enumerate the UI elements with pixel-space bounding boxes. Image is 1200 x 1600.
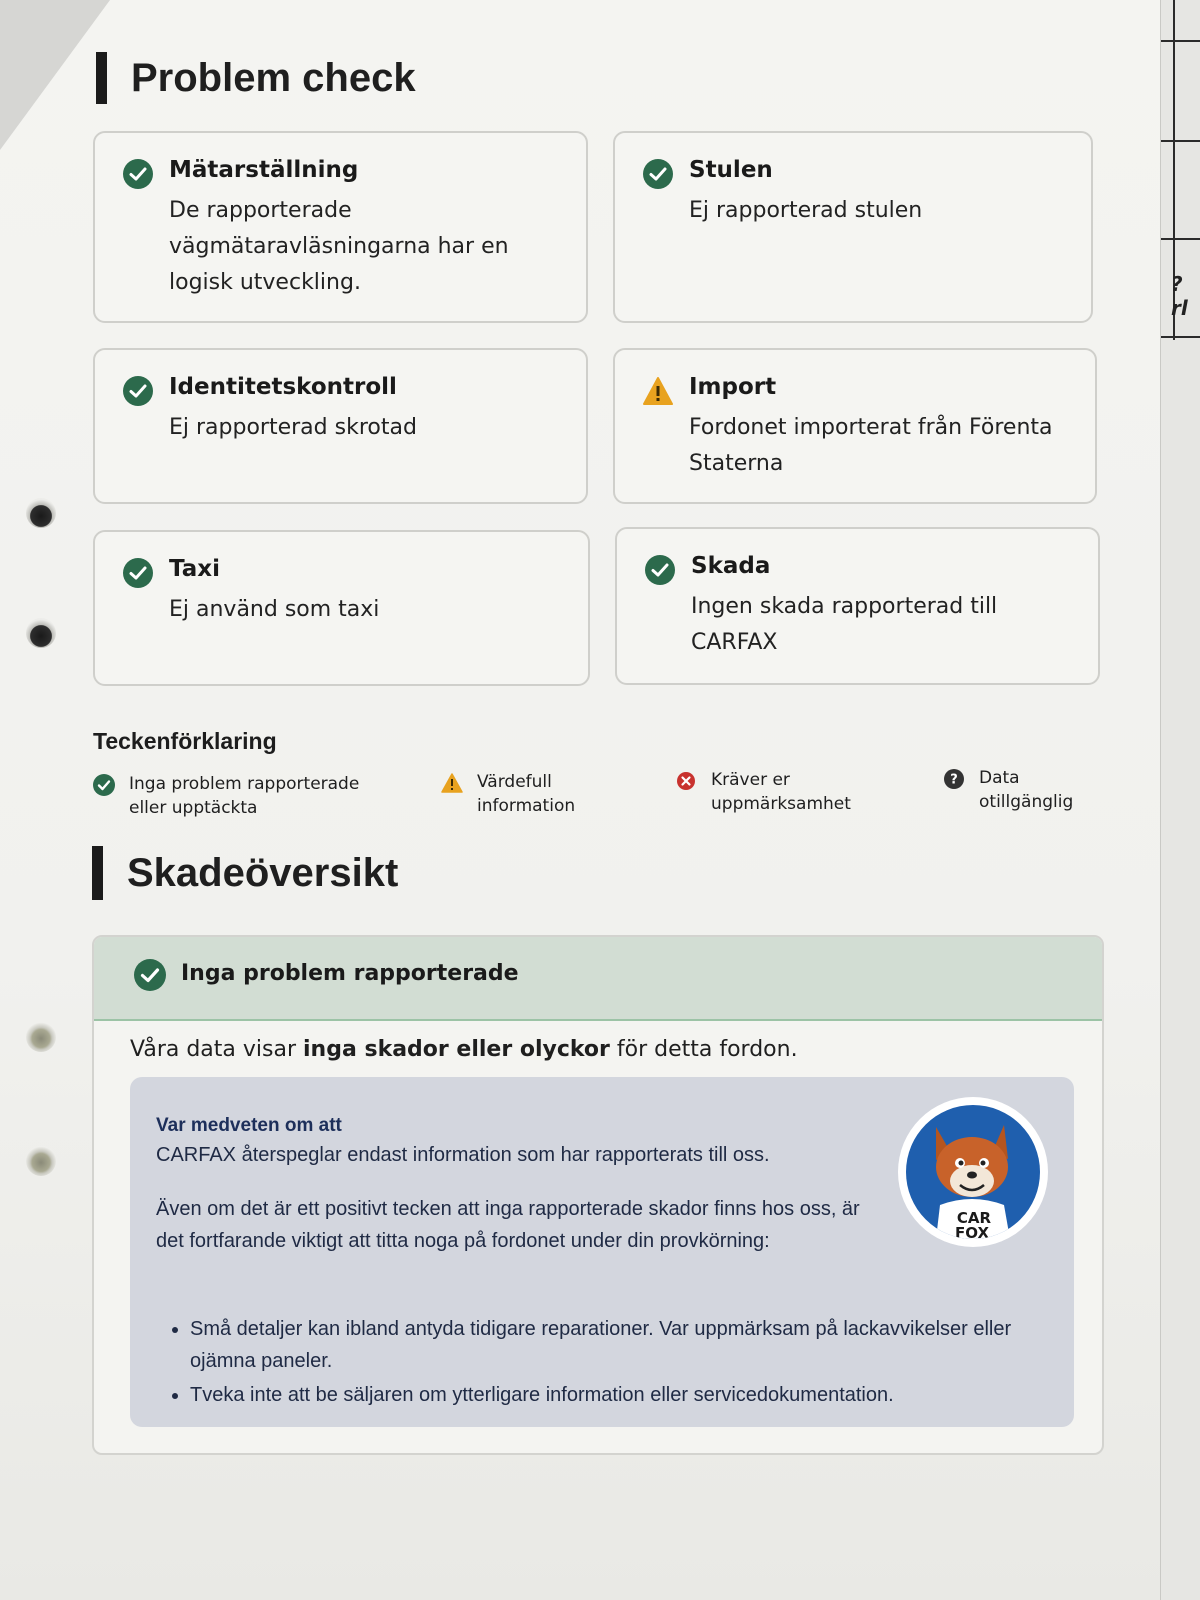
card-matarstallning [93,131,588,323]
legend-label: Värdefull information [477,772,576,816]
table-rule [1161,238,1200,240]
card-description: De rapporterade vägmätaravläsningarna har en logisk utveckling. [169,198,509,295]
legend-label: Kräver er uppmärksamhet [711,770,851,814]
legend-label: Data otillgänglig [979,768,1074,812]
summary-prefix: Våra data visar [130,1037,304,1062]
check-circle-icon [645,555,675,585]
warning-triangle-icon [441,772,463,794]
binder-hole [26,1022,56,1052]
table-rule [1161,336,1200,338]
card-title: Skada [691,553,771,579]
card-stulen [613,131,1093,323]
legend-label: Inga problem rapporterade eller upptäckta [129,774,360,818]
error-circle-icon [675,770,697,792]
damage-overview-title: Skadeöversikt [127,850,399,895]
table-rule [1161,40,1200,42]
binder-hole [26,498,56,528]
check-circle-icon [123,159,153,189]
question-circle-icon [943,768,965,790]
notice-bullet-list [190,1313,1054,1413]
card-title: Mätarställning [169,157,359,183]
damage-status-title: Inga problem rapporterade [181,961,519,986]
card-identitetskontroll [93,348,588,504]
check-circle-icon [134,959,166,991]
damage-overview-heading [92,846,398,900]
notice-line-1: CARFAX återspeglar endast information som har rapporterats till oss. [156,1144,770,1166]
card-description: Ingen skada rapporterad till CARFAX [691,594,998,655]
notice-line-2: Även om det är ett positivt tecken att inga rapporterade skador finns hos oss, är det fortfarande viktigt att titta noga på fordonet under din provkörning: [156,1198,860,1252]
card-skada [615,527,1100,685]
carfox-mascot-logo [898,1097,1048,1247]
carfox-mascot-badge [906,1105,1040,1239]
card-description: Ej rapporterad stulen [689,198,923,223]
legend-item-error [675,768,875,816]
check-circle-icon [123,558,153,588]
card-title: Identitetskontroll [169,374,397,400]
card-title: Taxi [169,556,220,582]
notice-bullet: • Små detaljer kan ibland antyda tidigare reparationer. Var uppmärksam på lackavvikelser eller ojämna paneler. [190,1313,1054,1377]
card-taxi [93,530,590,686]
legend-item-ok [93,772,393,820]
legend-item-warning [441,770,621,818]
notice-bullet: • Tveka inte att be säljaren om ytterligare information eller servicedokumentation. [190,1379,1054,1411]
check-circle-icon [93,774,115,796]
legend-item-unknown [943,766,1103,814]
card-description: Fordonet importerat från Förenta Staterna [689,415,1053,476]
check-circle-icon [123,376,153,406]
edge-text-fragment: ? rl [1171,272,1188,320]
card-title: Stulen [689,157,773,183]
card-import [613,348,1097,504]
warning-triangle-icon [643,376,673,406]
svg-text:CAR: CAR [956,1209,992,1227]
damage-status-header [94,937,1102,1021]
check-circle-icon [643,159,673,189]
problem-check-heading [96,52,416,104]
folded-corner [0,0,110,150]
heading-bar [92,846,103,900]
table-rule [1161,140,1200,142]
svg-text:FOX: FOX [954,1224,990,1239]
problem-check-title: Problem check [131,55,416,100]
fox-mascot-icon [906,1105,1040,1239]
legend-title: Teckenförklaring [93,728,277,754]
binder-hole [26,1146,56,1176]
damage-summary-box [92,935,1104,1455]
adjacent-page-edge [1160,0,1200,1600]
heading-bar [96,52,107,104]
svg-text:?: ? [950,772,958,788]
card-title: Import [689,374,777,400]
binder-hole [26,618,56,648]
summary-suffix: för detta fordon. [609,1037,798,1062]
card-description: Ej använd som taxi [169,597,380,622]
notice-box [130,1077,1074,1427]
damage-summary-text [130,1037,798,1062]
notice-title: Var medveten om att [156,1115,342,1136]
card-description: Ej rapporterad skrotad [169,415,417,440]
summary-bold: inga skador eller olyckor [303,1037,610,1062]
